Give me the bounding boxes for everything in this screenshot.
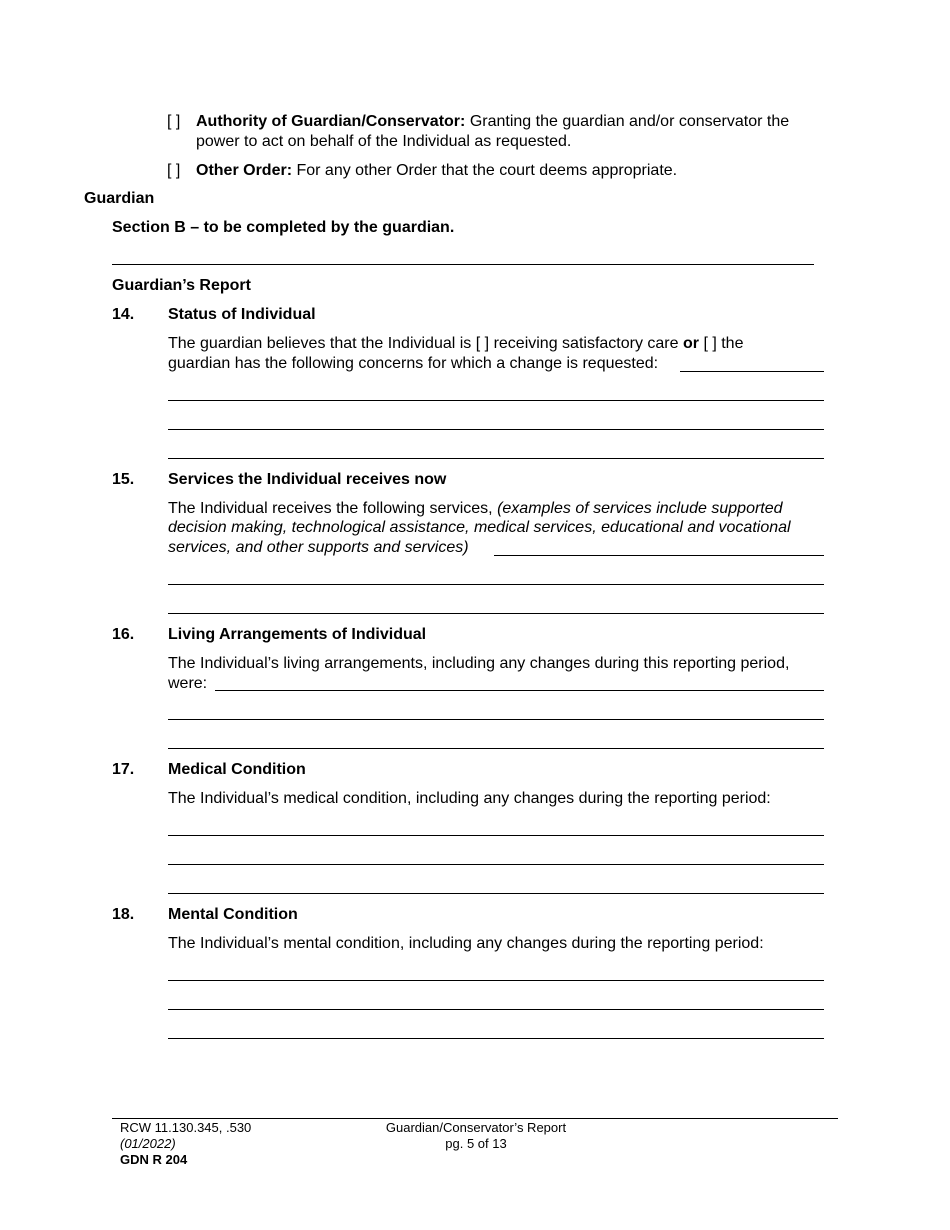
item-15-text-b: (examples of services include supported [497,500,783,517]
item-14-text-a: The guardian believes that the Individual is [168,335,472,352]
item-14-number: 14. [112,306,135,323]
item-15-number: 15. [112,471,135,488]
item-16-answer-line[interactable] [168,748,824,749]
authority-text-1: Granting the guardian and/or conservator the [469,113,790,130]
authority-text-2: power to act on behalf of the Individual as requested. [196,133,572,150]
item-17-title: Medical Condition [168,761,306,778]
item-18-line1: The Individual’s mental condition, including any changes during the reporting period: [168,935,764,952]
item-14-line1 [168,334,743,354]
item-15-answer-line[interactable] [168,584,824,585]
concerns-checkbox[interactable]: [ ] [703,335,717,352]
item-15-title: Services the Individual receives now [168,471,447,488]
item-14-answer-line[interactable] [168,458,824,459]
guardians-report-heading: Guardian’s Report [112,277,251,294]
item-18-number: 18. [112,906,135,923]
other-order-checkbox[interactable]: [ ] [167,162,181,179]
item-17-answer-line[interactable] [168,864,824,865]
guardian-heading: Guardian [84,190,155,207]
footer-page-number: pg. 5 of 13 [445,1136,507,1151]
item-15-line2: decision making, technological assistance, medical services, educational and vocational [168,519,791,536]
item-16-answer-inline[interactable] [215,690,824,691]
satisfactory-care-checkbox[interactable]: [ ] [475,335,490,352]
item-15-line3: services, and other supports and services) [168,539,469,556]
item-15-text-a: The Individual receives the following services, [168,500,493,517]
item-14-answer-line[interactable] [168,400,824,401]
authority-checkbox[interactable]: [ ] [167,113,181,130]
item-14-line2 [168,354,658,374]
footer-rcw: RCW 11.130.345, .530 [120,1120,252,1135]
section-divider [112,264,814,265]
authority-label: Authority of Guardian/Conservator: [196,113,466,130]
item-16-answer-line[interactable] [168,719,824,720]
item-16-title: Living Arrangements of Individual [168,626,427,643]
other-order-label: Other Order: [196,162,293,179]
item-14-or: or [682,335,699,352]
item-17-answer-line[interactable] [168,835,824,836]
item-15-answer-inline[interactable] [494,555,824,556]
footer-date: (01/2022) [120,1136,176,1151]
item-14-answer-line[interactable] [168,429,824,430]
item-14-text-c: the [721,335,744,352]
item-14-title: Status of Individual [168,306,316,323]
other-order-line [196,161,677,181]
item-16-line1: The Individual’s living arrangements, including any changes during this reporting period, [168,655,790,672]
item-14-answer-inline[interactable] [680,371,824,372]
item-15-line1 [168,499,783,519]
item-16-line2: were: [168,675,208,692]
item-18-title: Mental Condition [168,906,298,923]
footer-form-number: GDN R 204 [120,1152,188,1167]
item-18-answer-line[interactable] [168,980,824,981]
item-16-number: 16. [112,626,135,643]
item-17-answer-line[interactable] [168,893,824,894]
item-17-number: 17. [112,761,135,778]
item-18-answer-line[interactable] [168,1038,824,1039]
other-order-text: For any other Order that the court deems appropriate. [296,162,678,179]
item-14-text-b: receiving satisfactory care [493,335,679,352]
footer-title: Guardian/Conservator’s Report [385,1120,567,1135]
item-17-line1: The Individual’s medical condition, including any changes during the reporting period: [168,790,771,807]
item-15-answer-line[interactable] [168,613,824,614]
item-18-answer-line[interactable] [168,1009,824,1010]
item-14-text-d: guardian has the following concerns for which a change is requested: [168,355,659,372]
authority-order-line1 [196,112,789,132]
section-b-heading: Section B – to be completed by the guardian. [112,219,455,236]
